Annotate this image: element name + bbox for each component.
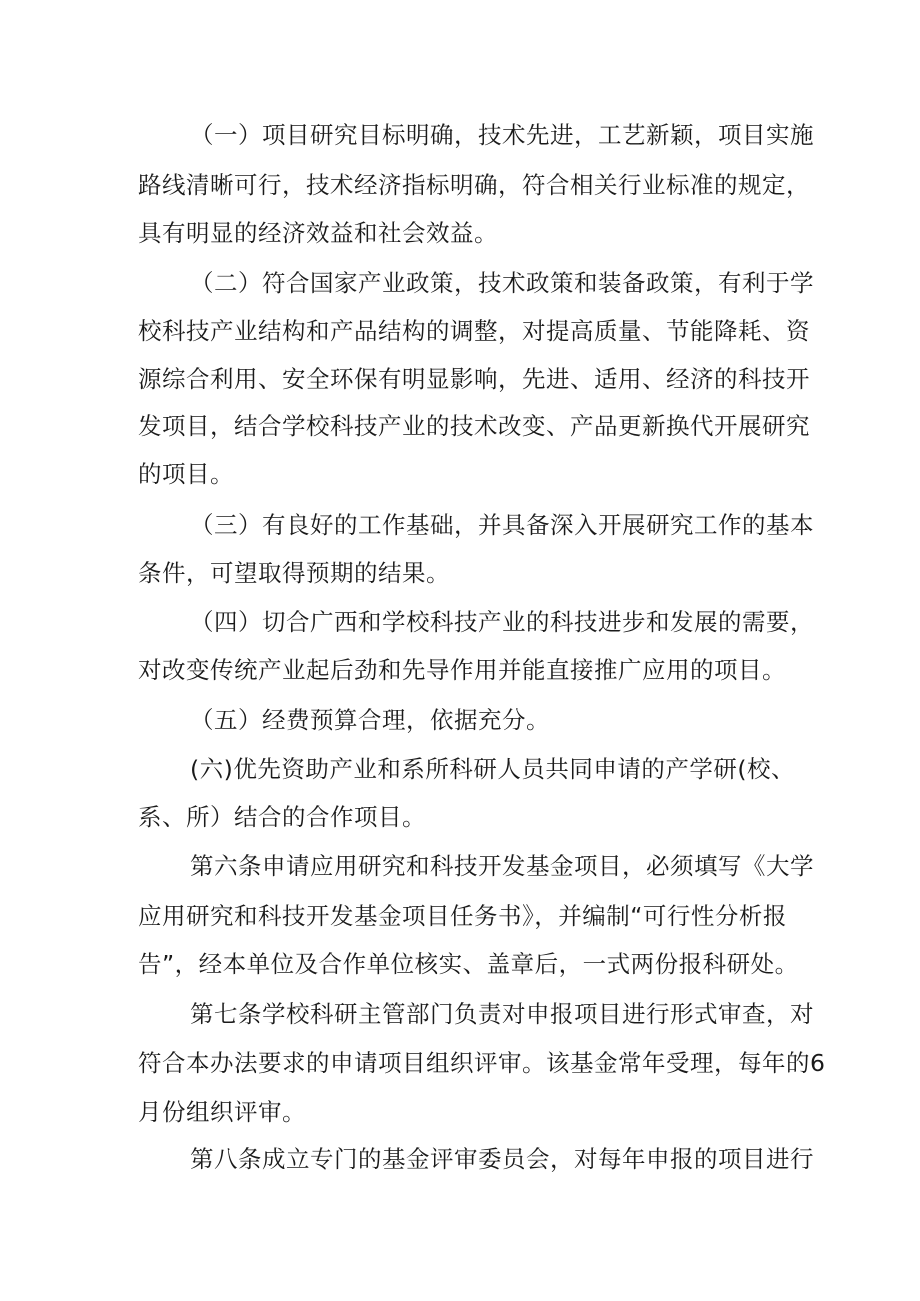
text-line: （三）有良好的工作基础，并具备深入开展研究工作的基本 [190,511,814,539]
text-line: （二）符合国家产业政策，技术政策和装备政策，有利于学 [190,269,814,297]
text-line: 发项目，结合学校科技产业的技术改变、产品更新换代开展研究 [138,412,810,440]
text-line: （五）经费预算合理，依据充分。 [190,706,550,734]
text-line: 源综合利用、安全环保有明显影响，先进、适用、经济的科技开 [138,365,810,393]
text-line: 符合本办法要求的申请项目组织评审。该基金常年受理，每年的6 [138,1049,826,1077]
text-line: 对改变传统产业起后劲和先导作用并能直接推广应用的项目。 [138,656,786,684]
text-line: （一）项目研究目标明确，技术先进，工艺新颖，项目实施 [190,121,814,149]
text-line: 路线清晰可行，技术经济指标明确，符合相关行业标准的规定， [138,171,810,199]
text-line: 系、所）结合的合作项目。 [138,803,426,831]
text-line: 具有明显的经济效益和社会效益。 [138,219,498,247]
text-line: 第七条学校科研主管部门负责对申报项目进行形式审查，对 [190,1000,814,1028]
text-line: 告”，经本单位及合作单位核实、盖章后，一式两份报科研处。 [138,950,799,978]
text-line: 的项目。 [138,460,234,488]
text-line: 第八条成立专门的基金评审委员会，对每年申报的项目进行 [190,1145,814,1173]
text-line: 月份组织评审。 [138,1098,306,1126]
text-line: 条件，可望取得预期的结果。 [138,559,450,587]
text-line: (六)优先资助产业和系所科研人员共同申请的产学研(校、 [190,755,796,783]
text-line: 校科技产业结构和产品结构的调整，对提高质量、节能降耗、资 [138,317,810,345]
text-line: （四）切合广西和学校科技产业的科技进步和发展的需要， [190,608,814,636]
text-line: 应用研究和科技开发基金项目任务书》，并编制“可行性分析报 [138,902,787,930]
text-line: 第六条申请应用研究和科技开发基金项目，必须填写《大学 [190,852,814,880]
